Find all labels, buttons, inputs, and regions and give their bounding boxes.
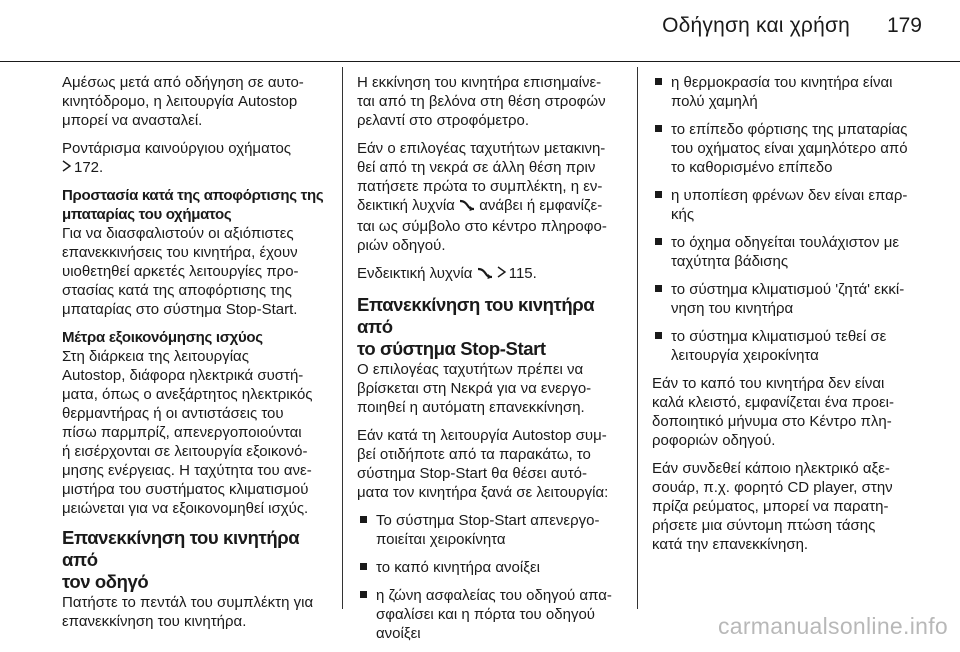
bullet-icon (655, 238, 662, 245)
paragraph-selector-lamp: Εάν ο επιλογέας ταχυτήτων μετακινη- θεί από τη νεκρά σε άλλη θέση πριν πατήσετε πρώτα το συμπλέκτη, η εν- δεικτική λυχνία ανάβει ή εμφανίζε- ται ως σύμβολο στο κέντρο πληροφο- ριών οδηγού. (357, 140, 607, 254)
restart-conditions-list-continued (652, 73, 927, 365)
page-ref-link[interactable]: 172. (74, 159, 104, 176)
paragraph-bonnet-warning: Εάν το καπό του κινητήρα δεν είναι καλά κλειστό, εμφανίζεται ένα προει- δοποιητικό μήνυμα στο Κέντρο πλη- ροφοριών οδηγού. (652, 375, 894, 449)
list-item: η ζώνη ασφαλείας του οδηγού απα- σφαλίσει και η πόρτα του οδηγού ανοίξει (357, 586, 627, 643)
column-1 (62, 73, 330, 640)
list-item: το σύστημα κλιματισμού τεθεί σε λειτουργία χειροκίνητα (652, 327, 927, 365)
list-item: το καπό κινητήρα ανοίξει (357, 558, 627, 577)
heading-battery-protection: Προστασία κατά της αποφόρτισης της μπαταρίας του οχήματος (62, 187, 324, 223)
bullet-icon (655, 332, 662, 339)
page-ref-link[interactable]: 115. (508, 265, 537, 282)
page-number: 179 (886, 14, 922, 37)
list-item: το σύστημα κλιματισμού 'ζητά' εκκί- νηση του κινητήρα (652, 280, 927, 318)
list-item: το όχημα οδηγείται τουλάχιστον με ταχύτητα βάδισης (652, 233, 927, 271)
paragraph-power-saving: Στη διάρκεια της λειτουργίας Autostop, διάφορα ηλεκτρικά συστή- ματα, όπως ο ανεξάρτητος ηλεκτρικός θερμαντήρας ή οι αντιστάσεις του πίσω παρμπρίζ, απενεργοποιούνται ή εισέρχονται σε λειτουργία εξοικονό- μησης ενέργειας. Η ταχύτητα του ανε- μιστήρα του συστήματος κλιματισμού μειώνεται για να εξοικονομηθεί ισχύς. (62, 348, 313, 517)
paragraph-battery-protection: Για να διασφαλιστούν οι αξιόπιστες επανεκκινήσεις του κινητήρα, έχουν υιοθετηθεί αρκετές λειτουργίες προ- στασίας κατά της αποφόρτισης της μπαταρίας στο σύστημα Stop-Start. (62, 225, 299, 318)
list-item: το επίπεδο φόρτισης της μπαταρίας του οχήματος είναι χαμηλότερο από το καθορισμένο επίπεδο (652, 120, 927, 177)
bullet-icon (655, 191, 662, 198)
column-divider-2 (637, 67, 638, 609)
restart-conditions-list (357, 511, 627, 643)
watermark: carmanualsonline.info (717, 613, 948, 639)
autostop-indicator-icon (477, 266, 493, 285)
heading-restart-by-system: Επανεκκίνηση του κινητήρα από το σύστημα Stop-Start (357, 294, 595, 359)
page-title: Οδήγηση και χρήση (662, 14, 850, 37)
list-item: η υποπίεση φρένων δεν είναι επαρ- κής (652, 186, 927, 224)
header-rule (0, 61, 960, 62)
bullet-icon (360, 516, 367, 523)
bullet-icon (655, 285, 662, 292)
column-3 (652, 73, 927, 563)
paragraph-auto-restart-conditions: Εάν κατά τη λειτουργία Autostop συμ- βεί οτιδήποτε από τα παρακάτω, το σύστημα Stop-Start θα θέσει αυτό- ματα τον κινητήρα ξανά σε λειτουργία: (357, 427, 609, 501)
bullet-icon (360, 591, 367, 598)
paragraph-indicator-ref: Ενδεικτική λυχνία 115. (357, 264, 627, 285)
paragraph-voltage-drop: Εάν συνδεθεί κάποιο ηλεκτρικό αξε- σουάρ, π.χ. φορητό CD player, στην πρίζα ρεύματος, μπορεί να παρατη- ρήσετε μια σύντομη πτώση τάσης κατά την επανεκκίνηση. (652, 460, 893, 553)
column-2 (357, 73, 627, 652)
paragraph-tachometer: Η εκκίνηση του κινητήρα επισημαίνε- ται από τη βελόνα στη θέση στροφών ρελαντί στο στροφόμετρο. (357, 74, 606, 129)
page-header (0, 0, 960, 62)
list-item: Το σύστημα Stop-Start απενεργο- ποιείται χειροκίνητα (357, 511, 627, 549)
column-divider-1 (342, 67, 343, 609)
paragraph-restart-by-driver: Πατήστε το πεντάλ του συμπλέκτη για επανεκκίνηση του κινητήρα. (62, 594, 314, 630)
list-item: η θερμοκρασία του κινητήρα είναι πολύ χαμηλή (652, 73, 927, 111)
heading-power-saving: Μέτρα εξοικονόμησης ισχύος (62, 329, 263, 346)
bullet-icon (655, 125, 662, 132)
heading-restart-by-driver: Επανεκκίνηση του κινητήρα από τον οδηγό (62, 527, 300, 592)
paragraph-autostop-motorway: Αμέσως μετά από οδήγηση σε αυτο- κινητόδρομο, η λειτουργία Autostop μπορεί να ανασταλεί. (62, 74, 304, 129)
paragraph-neutral: Ο επιλογέας ταχυτήτων πρέπει να βρίσκεται στη Νεκρά για να ενεργο- ποιηθεί η αυτόματη επανεκκίνηση. (357, 361, 592, 416)
page-ref-arrow-icon (497, 264, 509, 283)
page-ref-arrow-icon (62, 158, 74, 177)
paragraph-running-in: Ροντάρισμα καινούργιου οχήματος 172. (62, 140, 292, 176)
bullet-icon (655, 78, 662, 85)
autostop-indicator-icon (459, 198, 475, 217)
bullet-icon (360, 563, 367, 570)
